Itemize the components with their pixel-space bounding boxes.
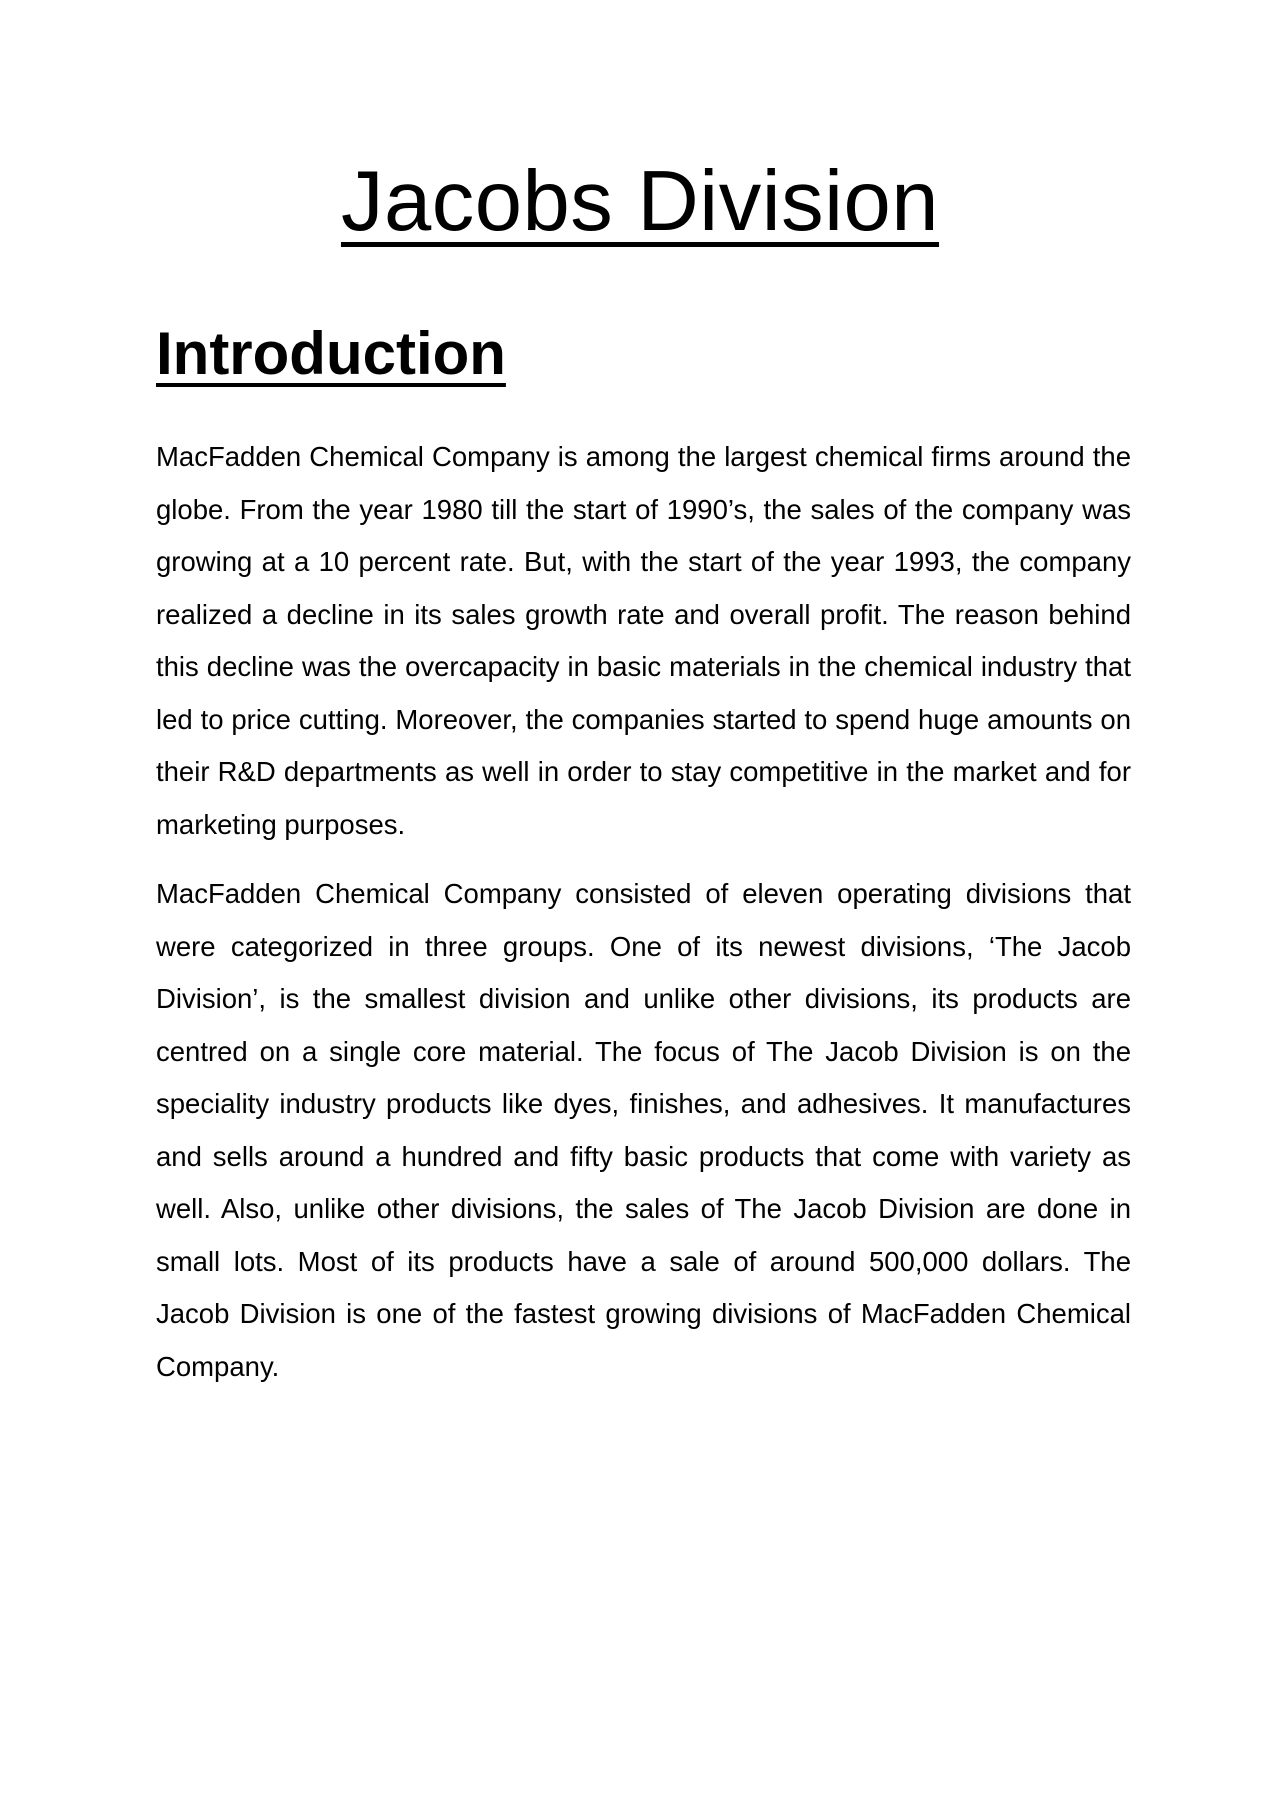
paragraph-introduction-1: MacFadden Chemical Company is among the largest chemical firms around the globe. From the year 1980 till the start of 1990’s, the sales of the company was growing at a 10 percent rate. But, with the start of the year 1993, the company realized a decline in its sales growth rate and overall profit. The reason behind this decline was the overcapacity in basic materials in the chemical industry that led to price cutting. Moreover, the companies started to spend huge amounts on their R&D departments as well in order to stay competitive in the market and for marketing purposes. — [156, 441, 1131, 840]
document-title — [0, 152, 1280, 252]
paragraph-introduction-2: MacFadden Chemical Company consisted of eleven operating divisions that were categorized in three groups. One of its newest divisions, ‘The Jacob Division’, is the smallest division and unlike other divisions, its products are centred on a single core material. The focus of The Jacob Division is on the speciality industry products like dyes, finishes, and adhesives. It manufactures and sells around a hundred and fifty basic products that come with variety as well. Also, unlike other divisions, the sales of The Jacob Division are done in small lots. Most of its products have a sale of around 500,000 dollars. The Jacob Division is one of the fastest growing divisions of MacFadden Chemical Company. — [156, 878, 1131, 1382]
section-heading — [156, 318, 506, 390]
document-title-text: Jacobs Division — [340, 154, 940, 249]
section-heading-text: Introduction — [156, 320, 506, 387]
